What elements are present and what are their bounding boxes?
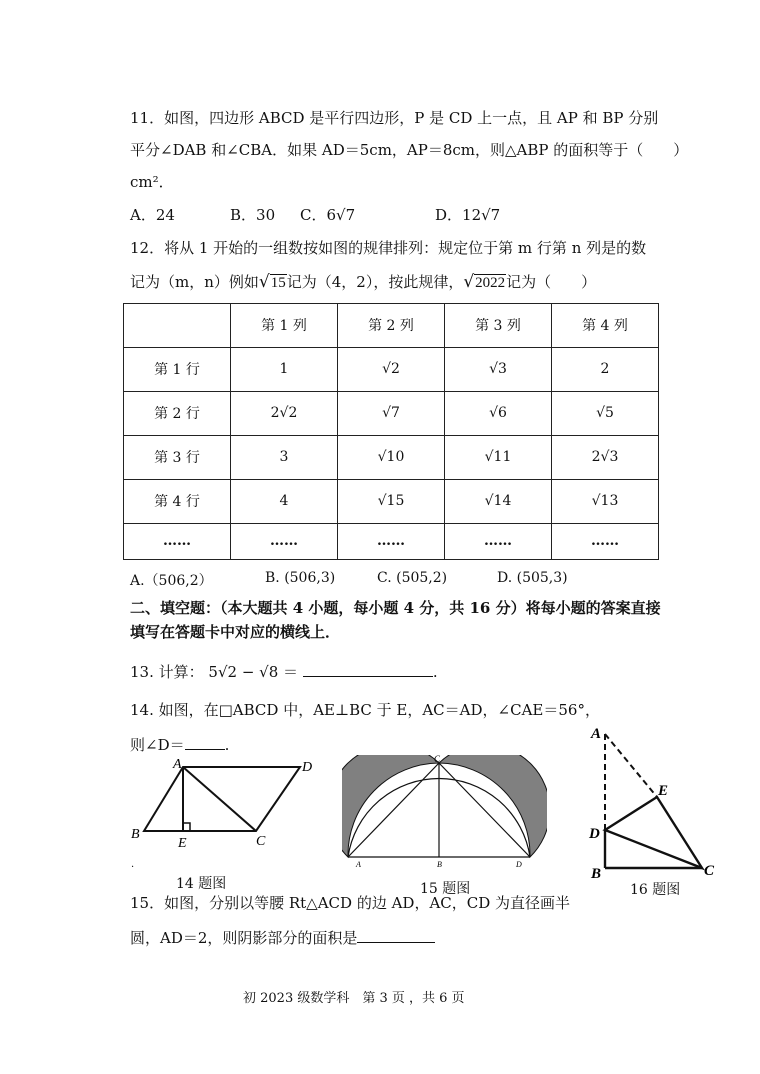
- fig15-caption: 15 题图: [420, 881, 471, 897]
- stray-dot: ·: [131, 862, 135, 873]
- figure-16-triangles: [585, 720, 725, 880]
- fig15-label-b: B: [437, 860, 442, 869]
- table-row: [124, 435, 659, 479]
- table-cell: 1: [231, 347, 338, 391]
- table-header-row: [124, 304, 659, 348]
- fig14-caption: 14 题图: [176, 876, 227, 892]
- table-header-cell: 第 3 列: [445, 304, 552, 348]
- table-cell: 2√2: [231, 391, 338, 435]
- q15-answer-blank[interactable]: [357, 942, 435, 943]
- table-cell: 第 1 行: [124, 347, 231, 391]
- fig15-label-d: D: [516, 860, 522, 869]
- table-cell: √5: [552, 391, 659, 435]
- table-header-cell: 第 1 列: [231, 304, 338, 348]
- table-header-cell: 第 2 列: [338, 304, 445, 348]
- table-cell: ……: [552, 523, 659, 559]
- q11-line1: 11．如图，四边形 ABCD 是平行四边形，P 是 CD 上一点，且 AP 和 BP 分别: [130, 109, 659, 127]
- table-cell: √10: [338, 435, 445, 479]
- q14-answer-blank[interactable]: [185, 749, 225, 750]
- figure-15-semicircles: [342, 755, 547, 873]
- q13-prefix: 13. 计算：: [130, 663, 204, 681]
- fig16-label-b: B: [591, 866, 602, 880]
- table-cell: 第 4 行: [124, 479, 231, 523]
- q12-option-b: B. (506,3): [265, 570, 336, 586]
- section2-heading-line1: 二、填空题：（本大题共 4 小题，每小题 4 分，共 16 分）将每小题的答案直接: [130, 599, 661, 617]
- table-cell: √11: [445, 435, 552, 479]
- q12-line2-a: 记为（m，n）例如: [130, 273, 259, 291]
- q12-target-sqrt: √2022: [463, 272, 506, 292]
- q12-line1: 12．将从 1 开始的一组数按如图的规律排列：规定位于第 m 行第 n 列是的数: [130, 239, 647, 257]
- fig14-label-a: A: [173, 757, 182, 772]
- q12-line2: [130, 272, 596, 293]
- fig14-label-b: B: [131, 827, 140, 842]
- q11-line3: cm²．: [130, 173, 174, 191]
- q12-line2-b: 记为（4，2），按此规律，: [286, 273, 464, 291]
- q12-line2-c: 记为（ ）: [506, 273, 597, 291]
- fig16-label-e: E: [658, 783, 669, 799]
- fig16-label-a: A: [591, 726, 602, 742]
- q14-line2: [130, 735, 229, 755]
- table-cell: √7: [338, 391, 445, 435]
- q11-option-a: A．24: [130, 206, 175, 224]
- table-cell: ……: [338, 523, 445, 559]
- q13-line: [130, 662, 438, 682]
- table-cell: 第 3 行: [124, 435, 231, 479]
- page-footer: 初 2023 级数学科 第 3 页 ，共 6 页: [243, 991, 465, 1006]
- table-cell: 第 2 行: [124, 391, 231, 435]
- q14-end: .: [224, 736, 230, 754]
- q11-option-d: D．12√7: [435, 206, 501, 224]
- table-cell: ……: [445, 523, 552, 559]
- fig16-caption: 16 题图: [630, 882, 681, 898]
- table-cell: ……: [124, 523, 231, 559]
- table-cell: √14: [445, 479, 552, 523]
- q15-line1: 15．如图，分别以等腰 Rt△ACD 的边 AD，AC，CD 为直径画半: [130, 894, 571, 912]
- table-cell: √15: [338, 479, 445, 523]
- table-cell: 2: [552, 347, 659, 391]
- q12-number-table: [123, 303, 659, 560]
- q15-line2: [130, 928, 435, 948]
- q12-example-radicand: 15: [270, 275, 286, 291]
- q12-option-a: A.（506,2）: [130, 573, 213, 589]
- q14-line1: 14. 如图，在□ABCD 中，AE⊥BC 于 E，AC＝AD，∠CAE＝56°，: [130, 701, 600, 719]
- table-row: [124, 391, 659, 435]
- q13-equals: ＝: [283, 663, 299, 681]
- table-cell: 2√3: [552, 435, 659, 479]
- q11-option-b: B．30: [230, 206, 276, 224]
- table-cell: √2: [338, 347, 445, 391]
- table-header-cell: 第 4 列: [552, 304, 659, 348]
- table-cell: 4: [231, 479, 338, 523]
- q13-expression: 5√2 − √8: [208, 663, 279, 681]
- table-cell: √3: [445, 347, 552, 391]
- table-row: [124, 523, 659, 559]
- table-header-cell: [124, 304, 231, 348]
- fig16-label-d: D: [589, 826, 600, 842]
- q12-option-c: C. (505,2): [377, 570, 448, 586]
- q12-target-radicand: 2022: [475, 275, 506, 291]
- fig15-label-c: C: [434, 755, 441, 764]
- table-cell: 3: [231, 435, 338, 479]
- q14-line2-text: 则∠D＝: [130, 736, 185, 754]
- fig14-label-d: D: [302, 760, 313, 775]
- fig16-label-c: C: [704, 863, 715, 879]
- fig14-label-e: E: [178, 836, 187, 851]
- q11-line2: 平分∠DAB 和∠CBA．如果 AD＝5cm，AP＝8cm，则△ABP 的面积等于（ ）: [130, 141, 689, 159]
- q13-answer-blank[interactable]: [303, 676, 433, 677]
- table-cell: √13: [552, 479, 659, 523]
- table-cell: √6: [445, 391, 552, 435]
- table-row: [124, 479, 659, 523]
- section2-heading-line2: 填写在答题卡中对应的横线上．: [130, 623, 341, 641]
- fig14-label-c: C: [256, 834, 266, 849]
- table-cell: ……: [231, 523, 338, 559]
- q13-end: .: [432, 663, 438, 681]
- table-row: [124, 347, 659, 391]
- fig15-label-a: A: [356, 860, 361, 869]
- q11-option-c: C．6√7: [300, 206, 356, 224]
- figure-14-parallelogram: [128, 755, 328, 855]
- q12-option-d: D. (505,3): [497, 570, 568, 586]
- q15-line2-text: 圆，AD＝2，则阴影部分的面积是: [130, 929, 358, 947]
- q12-example-sqrt: √15: [258, 272, 286, 292]
